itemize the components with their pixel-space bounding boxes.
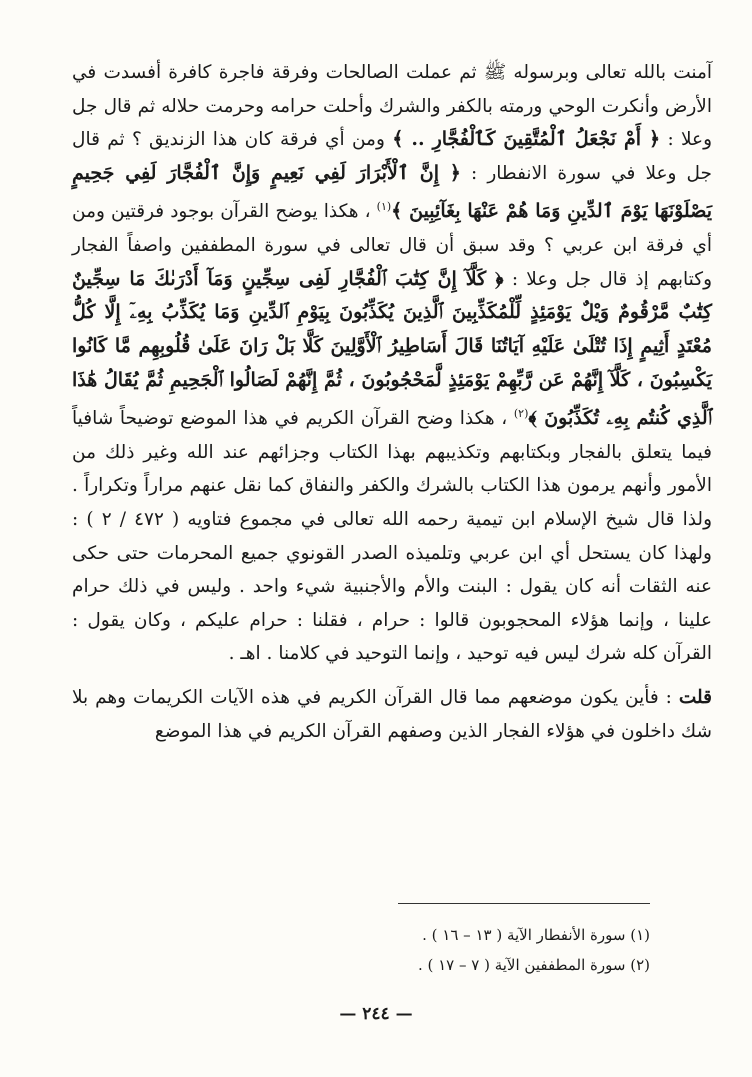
text-segment: ومن أي فرقة كان هذا الزنديق ؟ ثم قال جل وعلا في سورة الانفطار : — [72, 129, 712, 184]
quran-verse: ﴿ كَلَّآ إِنَّ كِتَٰبَ ٱلْفُجَّارِ لَفِى سِجِّينٍ وَمَآ أَدْرَىٰكَ مَا سِجِّينٌ كِتَٰبٌ مَّرْقُومٌ وَيْلٌ يَوْمَئِذٍ لِّلْمُكَذِّبِينَ ٱلَّذِينَ يُكَذِّبُونَ بِيَوْمِ ٱلدِّينِ وَمَا يُكَذِّبُ بِهِۦٓ إِلَّا كُلُّ مُعْتَدٍ أَثِيمٍ إِذَا تُتْلَىٰ عَلَيْهِ آيَاتُنَا قَالَ أَسَاطِيرُ ٱلْأَوَّلِينَ كَلَّا بَلْ رَانَ عَلَىٰ قُلُوبِهِم مَّا كَانُوا يَكْسِبُونَ ، كَلَّآ إِنَّهُمْ عَن رَّبِّهِمْ يَوْمَئِذٍ لَّمَحْجُوبُونَ ، ثُمَّ إِنَّهُمْ لَصَالُوا ٱلْجَحِيمِ ثُمَّ يُقَالُ هَٰذَا ٱلَّذِي كُنتُم بِهِۦ تُكَذِّبُونَ ﴾ — [72, 267, 712, 430]
footnote-2: (٢) سورة المطففين الآية ( ٧ – ١٧ ) . — [417, 956, 650, 974]
lead-word: قلت — [678, 687, 712, 708]
footnote-divider — [398, 903, 650, 904]
footnotes — [250, 920, 650, 980]
text-segment: ، هكذا وضح القرآن الكريم في هذا الموضع توضيحاً شافياً فيما يتعلق بالفجار وبكتابهم وتكذيبهم بهذا الكتاب وجزائهم عند الله وغير ذلك من الأمور وأنهم يرمون هذا الكتاب بالشرك والكفر والنفاق كما نقل عنهم مراراً وتكراراً . ولذا قال شيخ الإسلام ابن تيمية رحمه الله تعالى في مجموع فتاويه ( ٤٧٢ / ٢ ) : ولهذا كان يستحل أي ابن عربي وتلميذه الصدر القونوي جميع المحرمات حتى حكى عنه الثقات أنه كان يقول : البنت والأم والأجنبية شيء واحد . وليس في ذلك حرام علينا ، وإنما هؤلاء المحجوبون قالوا : حرام ، فقلنا : حرام عليكم ، وكان يقول : القرآن كله شرك ليس فيه توحيد ، وإنما التوحيد في كلامنا . اهـ . — [72, 408, 712, 665]
paragraph-2 — [72, 681, 712, 748]
text-segment: ، هكذا يوضح القرآن بوجود فرقتين ومن أي فرقة ابن عربي ؟ وقد سبق أن قال تعالى في سورة المطففين واصفاً الفجار وكتابهم إذ قال جل وعلا : — [72, 201, 712, 290]
quran-verse: ﴿ إِنَّ ٱلْأَبْرَارَ لَفِي نَعِيمٍ وَإِنَّ ٱلْفُجَّارَ لَفِي جَحِيمٍ يَصْلَوْنَهَا يَوْمَ ٱلدِّينِ وَمَا هُمْ عَنْهَا بِغَآئِبِينَ ﴾ — [72, 161, 712, 223]
text-segment: : فأين يكون موضعهم مما قال القرآن الكريم في هذه الآيات الكريمات وهم بلا شك داخلون في هؤلاء الفجار الذين وصفهم القرآن الكريم في هذا الموضع — [72, 687, 712, 742]
text-segment: آمنت بالله تعالى وبرسوله ﷺ ثم عملت الصالحات وفرقة فاجرة كافرة أفسدت في الأرض وأنكرت الوحي ورمته بالكفر والشرك وأحلت حرامه وحرمت حلاله ثم قال جل وعلا : — [72, 62, 713, 151]
footnote-1: (١) سورة الأنفطار الآية ( ١٣ – ١٦ ) . — [422, 926, 650, 944]
footnote-ref[interactable]: (٢) — [513, 407, 529, 421]
footnote-ref[interactable]: (١) — [376, 200, 392, 214]
paragraph-1 — [72, 56, 712, 671]
page-number: — ٢٤٤ — — [339, 1004, 413, 1024]
quran-verse: ﴿ أَمْ نَجْعَلُ ٱلْمُتَّقِينَ كَٱلْفُجَّارِ .. ﴾ — [392, 128, 661, 151]
main-text — [72, 56, 712, 748]
